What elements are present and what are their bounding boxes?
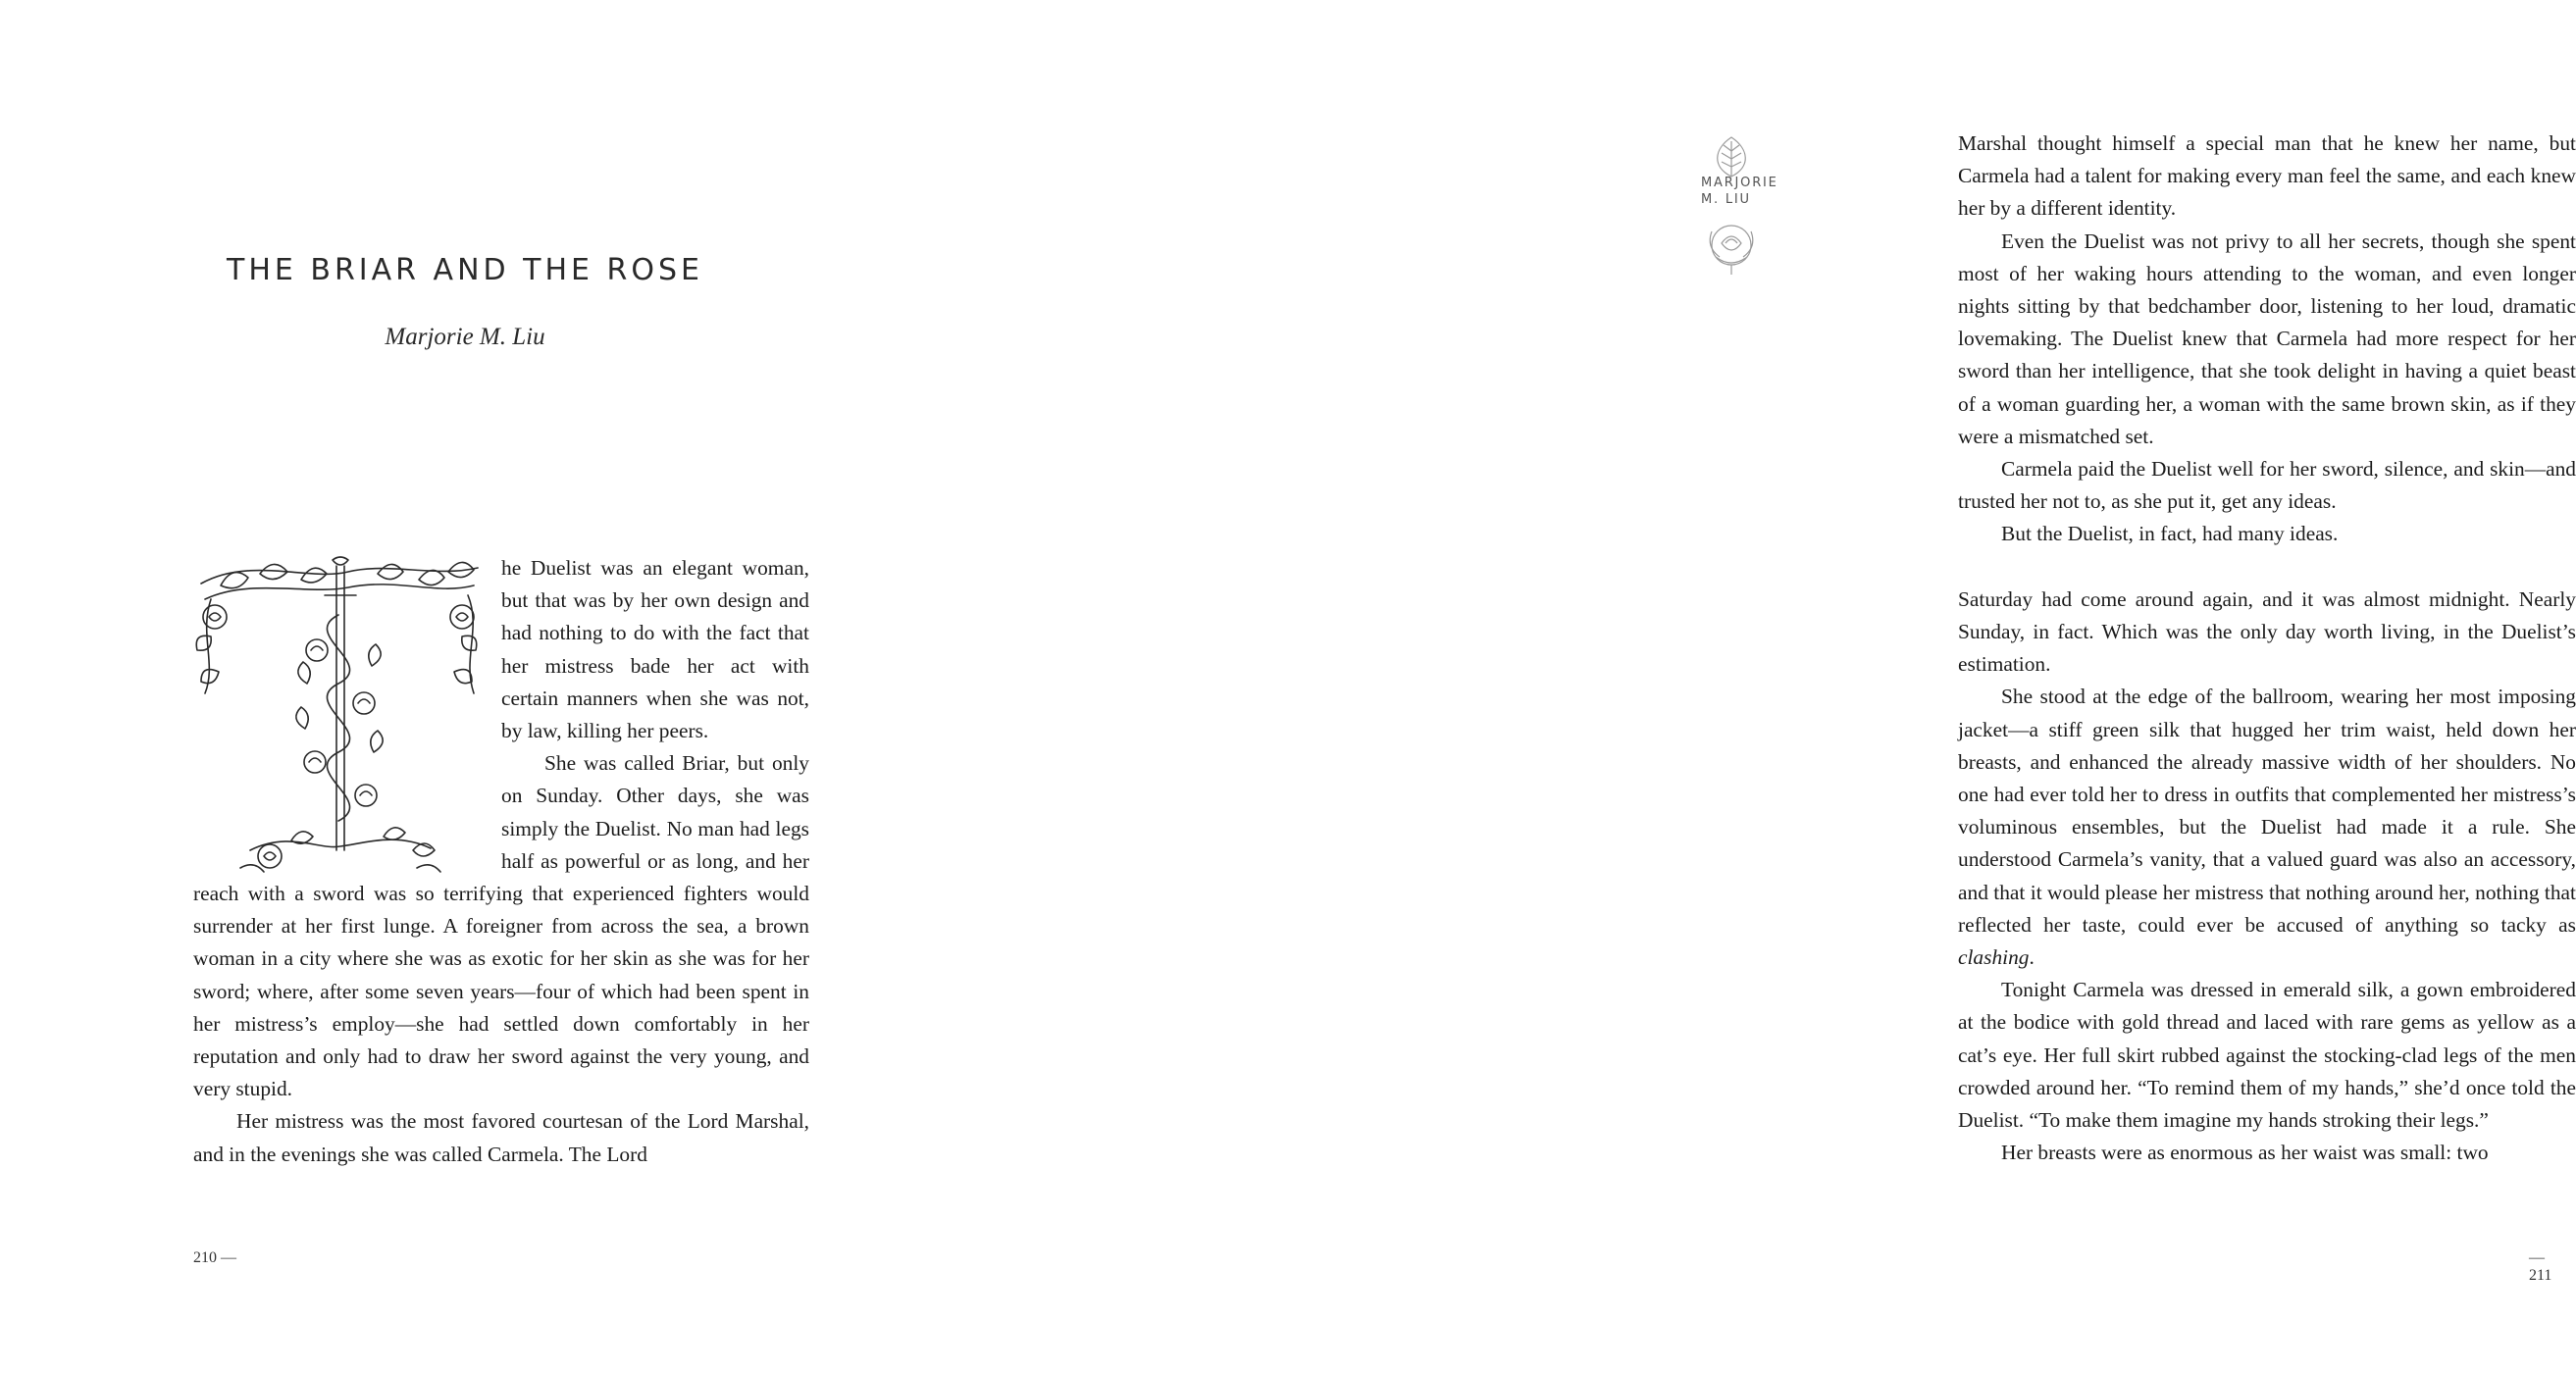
left-page bbox=[0, 0, 915, 1373]
left-page-text bbox=[193, 552, 809, 1171]
paragraph-3: Her mistress was the most favored courtesan of the Lord Marshal, and in the evenings she was called Carmela. The Lord bbox=[193, 1109, 809, 1166]
paragraph-8: Saturday had come around again, and it was almost midnight. Nearly Sunday, in fact. Which was the only day worth living, in the Duelist’s estimation. bbox=[1958, 586, 2576, 677]
right-page bbox=[915, 0, 2576, 1373]
paragraph-11: Her breasts were as enormous as her waist was small: two bbox=[2001, 1141, 2489, 1165]
page-number-right: — 211 bbox=[2529, 1249, 2552, 1284]
paragraph-6: Carmela paid the Duelist well for her sword, silence, and skin—and trusted her not to, as she put it, get any ideas. bbox=[1958, 457, 2576, 514]
paragraph-2: She was called Briar, but only on Sunday. Other days, she was simply the Duelist. No man had legs half as powerful or as long, and her reach with a sword was so terrifying that experienced fighters would surrender at her first lunge. A foreigner from across the sea, a brown woman in a city where she was as exotic for her skin as she was for her sword; where, after some seven years—four of which had been spent in her mistress’s employ—she had settled down comfortably in her reputation and only had to draw her sword against the very young, and very stupid. bbox=[193, 751, 809, 1101]
paragraph-7: But the Duelist, in fact, had many ideas. bbox=[2001, 522, 2339, 546]
paragraph-9-period: . bbox=[2029, 945, 2035, 970]
paragraph-1: he Duelist was an elegant woman, but that was by her own design and had nothing to do with the fact that her mistress bade her act with certain manners when she was not, by law, killing her peers. bbox=[501, 556, 809, 743]
paragraph-9-text: She stood at the edge of the ballroom, wearing her most imposing jacket—a stiff green silk that hugged her trim waist, held down her breasts, and enhanced the already massive width of her shoulders. No one had ever told her to dress in outfits that complemented her mistress’s voluminous ensembles, but the Duelist had made it a rule. She understood Carmela’s vanity, that a valued guard was also an accessory, and that it would please her mistress that nothing around her, nothing that reflected her taste, could ever be accused of anything so tacky as bbox=[1958, 685, 2576, 937]
paragraph-4: Marshal thought himself a special man that he knew her name, but Carmela had a talent for making every man feel the same, and each knew her by a different identity. bbox=[1958, 131, 2576, 221]
section-break bbox=[1958, 551, 2576, 584]
italic-word-clashing: clashing bbox=[1958, 945, 2030, 970]
chapter-author: Marjorie M. Liu bbox=[385, 324, 545, 350]
paragraph-10: Tonight Carmela was dressed in emerald silk, a gown embroidered at the bodice with gold thread and laced with rare gems as yellow as a cat’s eye. Her full skirt rubbed against the stocking-clad legs of the men crowded around her. “To remind them of my hands,” she’d once told the Duelist. “To make them imagine my hands stroking their legs.” bbox=[1958, 978, 2576, 1133]
running-head-line-1: MARJORIE bbox=[1701, 176, 1778, 190]
running-head bbox=[1701, 175, 1789, 208]
page-number-left: 210 — bbox=[193, 1249, 236, 1266]
paragraph-9 bbox=[1958, 681, 2576, 974]
paragraph-5: Even the Duelist was not privy to all her secrets, though she spent most of her waking hours attending to the woman, and even longer nights sitting by that bedchamber door, listening to her loud, dramatic lovemaking. The Duelist knew that Carmela had more respect for her sword than her intelligence, that she took delight in having a quiet beast of a woman guarding her, a woman with the same brown skin, as if they were a mismatched set. bbox=[1958, 229, 2576, 448]
ornamental-letter-t-icon bbox=[191, 556, 486, 882]
right-page-text bbox=[1958, 127, 2576, 1169]
chapter-title: THE BRIAR AND THE ROSE bbox=[227, 253, 703, 287]
running-head-line-2: M. LIU bbox=[1701, 192, 1751, 207]
